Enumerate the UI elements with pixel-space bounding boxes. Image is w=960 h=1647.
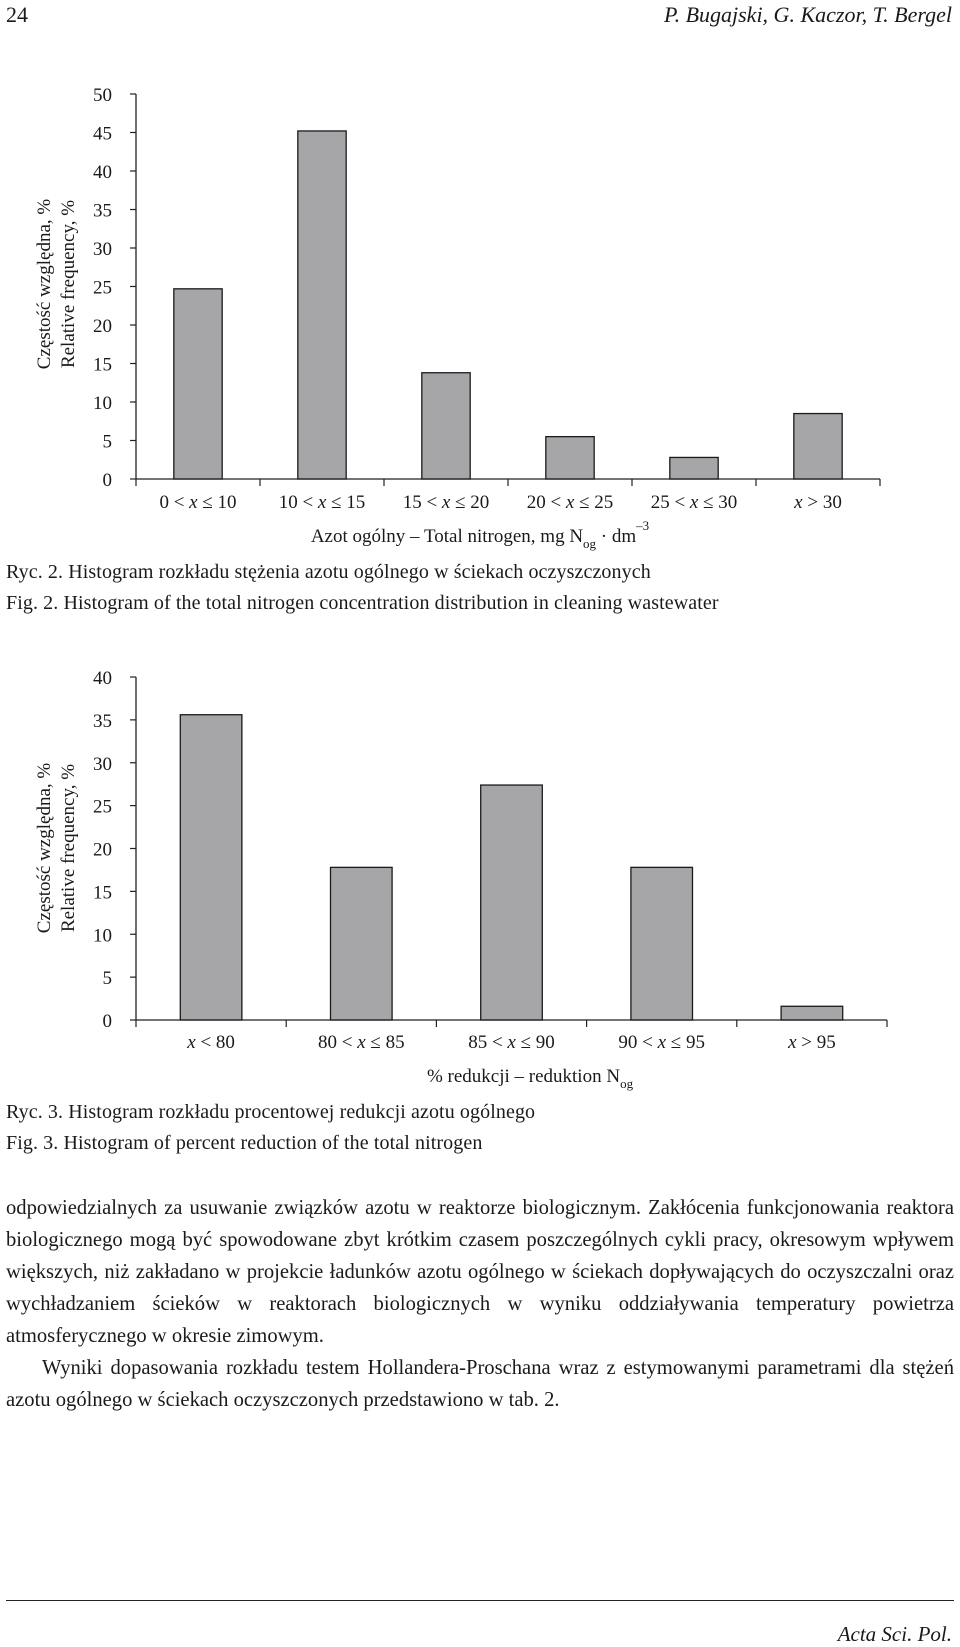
bar <box>298 131 346 479</box>
bar <box>481 785 543 1020</box>
y-tick-label: 0 <box>102 1011 112 1032</box>
bar <box>631 867 693 1020</box>
y-tick-label: 40 <box>93 668 112 689</box>
y-tick-label: 45 <box>93 123 112 145</box>
x-category-label: x > 95 <box>788 1032 836 1053</box>
y-tick-label: 5 <box>102 968 112 990</box>
footer-journal-name: Acta Sci. Pol. <box>837 1622 952 1646</box>
figure-2-caption-pl: Ryc. 2. Histogram rozkładu stężenia azotu ogólnego w ściekach oczyszczonych <box>6 561 651 583</box>
x-category-label: 80 < x ≤ 85 <box>318 1032 405 1053</box>
y-axis-title-en: Relative frequency, % <box>58 763 79 933</box>
bar <box>180 715 242 1020</box>
y-tick-label: 20 <box>93 316 112 337</box>
y-tick-label: 35 <box>93 710 112 732</box>
body-paragraph-1: odpowiedzialnych za usuwanie związków azotu w reaktorze biologicznym. Zakłócenia funkcjonowania reaktora biologicznego mogą być spowodowane zbyt krótkim czasem poszczególnych cykli pracy, okresowym wpływem większych, niż zakładano w projekcie ładunków azotu ogólnego w ściekach dopływających do oczyszczalni oraz wychładzaniem ścieków w reaktorach biologicznych w wyniku oddziaływania temperatury powietrza atmosferycznego w okresie zimowym. <box>6 1197 954 1347</box>
footer-rule <box>6 1600 954 1601</box>
bar <box>331 867 393 1020</box>
x-axis-title: Azot ogólny – Total nitrogen, mg $N_{og} \cdot dm^{-3}$ <box>310 518 650 551</box>
bar <box>670 457 718 479</box>
bar <box>794 414 842 479</box>
y-tick-label: 20 <box>93 839 112 861</box>
x-category-label: 15 < x ≤ 20 <box>402 492 490 513</box>
y-tick-label: 50 <box>93 85 112 106</box>
y-tick-label: 15 <box>93 882 112 904</box>
y-tick-label: 10 <box>93 925 112 947</box>
x-axis-title: % redukcji – reduktion $N_{og}$ <box>426 1066 634 1091</box>
page-number: 24 <box>6 2 28 27</box>
x-category-label: 25 < x ≤ 30 <box>650 492 738 513</box>
running-head-authors: P. Bugajski, G. Kaczor, T. Bergel <box>663 2 952 27</box>
x-category-label: 20 < x ≤ 25 <box>526 492 614 513</box>
y-tick-label: 25 <box>93 796 112 818</box>
y-axis-title-pl: Częstość względna, % <box>34 762 55 934</box>
y-tick-label: 30 <box>93 753 112 775</box>
x-category-label: x < 80 <box>187 1032 235 1053</box>
y-axis-title-pl: Częstość względna, % <box>34 198 55 370</box>
y-tick-label: 35 <box>93 200 112 222</box>
y-tick-label: 5 <box>102 431 112 453</box>
figure-2-histogram <box>0 70 960 585</box>
x-category-label: 90 < x ≤ 95 <box>618 1032 705 1053</box>
figure-2-caption-en: Fig. 2. Histogram of the total nitrogen concentration distribution in cleaning wastewater <box>6 592 719 614</box>
y-tick-label: 25 <box>93 277 112 299</box>
figure-3-chart <box>0 655 960 1100</box>
x-category-label: 0 < x ≤ 10 <box>159 492 237 513</box>
figure-3-caption-en: Fig. 3. Histogram of percent reduction of the total nitrogen <box>6 1132 483 1154</box>
figure-2-chart <box>0 70 960 585</box>
y-tick-label: 0 <box>102 470 112 491</box>
figure-3-histogram <box>0 655 960 1100</box>
bar <box>781 1006 843 1020</box>
y-tick-label: 10 <box>93 393 112 414</box>
bar <box>174 289 222 479</box>
y-axis-title-en: Relative frequency, % <box>58 199 79 369</box>
body-paragraph-2: Wyniki dopasowania rozkładu testem Hollandera-Proschana wraz z estymowanymi parametrami dla stężeń azotu ogólnego w ściekach oczyszczonych przedstawiono w tab. 2. <box>6 1357 954 1411</box>
y-tick-label: 15 <box>93 354 112 376</box>
bar <box>422 373 470 479</box>
y-tick-label: 30 <box>93 239 112 260</box>
figure-3-caption-pl: Ryc. 3. Histogram rozkładu procentowej redukcji azotu ogólnego <box>6 1101 536 1123</box>
y-tick-label: 40 <box>93 162 112 183</box>
body-text <box>6 1192 954 1416</box>
x-category-label: x > 30 <box>794 492 842 513</box>
x-category-label: 10 < x ≤ 15 <box>278 492 366 513</box>
bar <box>546 437 594 479</box>
x-category-label: 85 < x ≤ 90 <box>468 1032 555 1053</box>
